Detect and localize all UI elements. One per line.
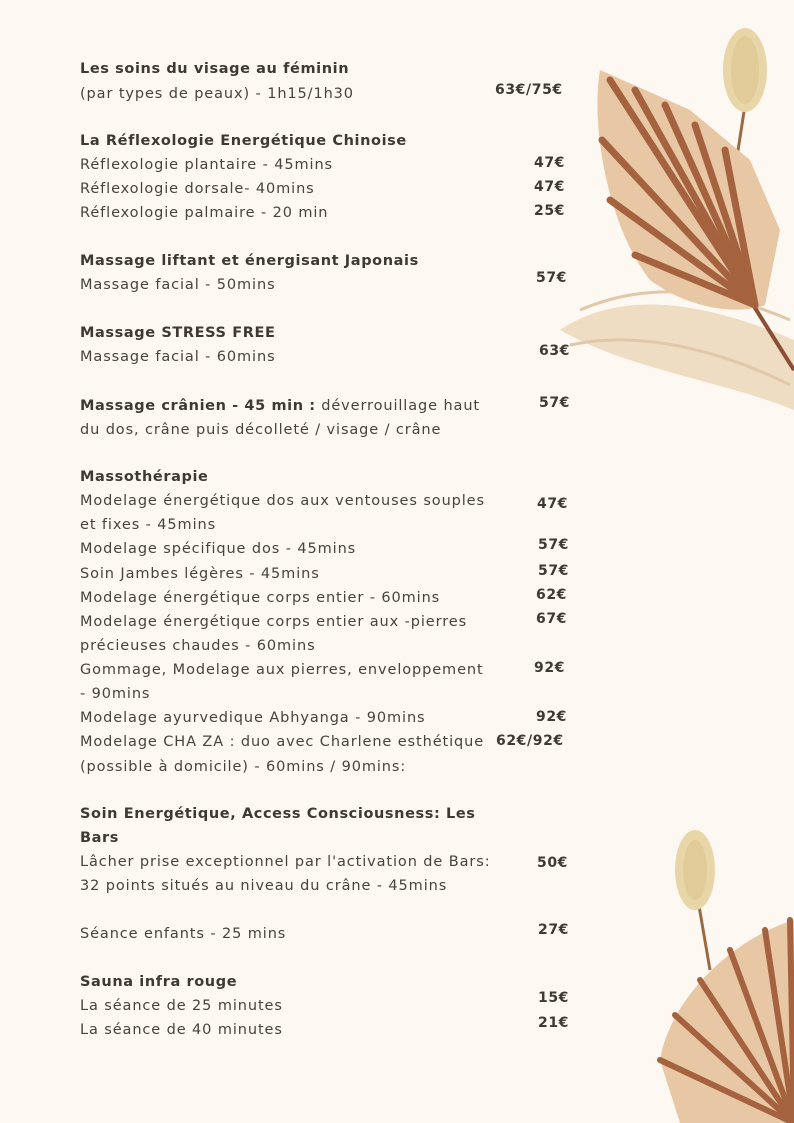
service-line: Massage facial - 50mins (80, 277, 276, 293)
service-line: - 90mins (80, 686, 151, 702)
section-title-stress-free: Massage STRESS FREE (80, 325, 276, 341)
service-price: 67€ (536, 611, 568, 627)
service-line: La séance de 40 minutes (80, 1022, 283, 1038)
service-line: Réflexologie plantaire - 45mins (80, 157, 333, 173)
service-line: Réflexologie dorsale- 40mins (80, 181, 315, 197)
service-line: Modelage énergétique corps entier - 60mins (80, 590, 441, 606)
service-price: 57€ (538, 563, 570, 579)
service-description: déverrouillage haut (315, 398, 481, 414)
section-title-reflexologie: La Réflexologie Energétique Chinoise (80, 133, 407, 149)
service-line-massage-cranien (80, 396, 480, 416)
section-title-massage-japonais: Massage liftant et énergisant Japonais (80, 253, 419, 269)
service-price: 15€ (538, 990, 570, 1006)
service-price: 57€ (538, 537, 570, 553)
service-price: 57€ (539, 395, 571, 411)
dried-palm-leaf-top-illustration (540, 10, 794, 430)
service-price: 57€ (536, 270, 568, 286)
service-line: (par types de peaux) - 1h15/1h30 (80, 86, 354, 102)
service-line: Modelage spécifique dos - 45mins (80, 541, 357, 557)
section-title-access-bars-cont: Bars (80, 830, 120, 846)
section-title-massotherapie: Massothérapie (80, 469, 209, 485)
service-price: 50€ (537, 855, 569, 871)
service-line: Séance enfants - 25 mins (80, 926, 287, 942)
service-line: Massage facial - 60mins (80, 349, 276, 365)
service-price: 47€ (534, 179, 566, 195)
service-price: 92€ (536, 709, 568, 725)
service-line: 32 points situés au niveau du crâne - 45mins (80, 878, 448, 894)
service-line: Gommage, Modelage aux pierres, enveloppement (80, 662, 484, 678)
dried-palm-leaf-bottom-illustration (640, 820, 794, 1123)
service-line: Réflexologie palmaire - 20 min (80, 205, 329, 221)
section-title-massage-cranien: Massage crânien - 45 min : (80, 398, 316, 414)
service-line: Modelage ayurvedique Abhyanga - 90mins (80, 710, 426, 726)
section-title-sauna: Sauna infra rouge (80, 974, 238, 990)
section-title-soins-visage: Les soins du visage au féminin (80, 61, 350, 77)
section-title-access-bars: Soin Energétique, Access Consciousness: Les (80, 806, 476, 822)
service-line: (possible à domicile) - 60mins / 90mins: (80, 759, 407, 775)
service-price: 21€ (538, 1015, 570, 1031)
service-price: 63€/75€ (495, 82, 563, 98)
service-price: 62€ (536, 587, 568, 603)
service-line: Lâcher prise exceptionnel par l'activation de Bars: (80, 854, 491, 870)
service-price: 63€ (539, 343, 571, 359)
service-line: Modelage énergétique dos aux ventouses souples (80, 493, 485, 509)
service-price: 62€/92€ (496, 733, 564, 749)
service-line: La séance de 25 minutes (80, 998, 283, 1014)
service-line: Soin Jambes légères - 45mins (80, 566, 320, 582)
service-price: 27€ (538, 922, 570, 938)
service-line: précieuses chaudes - 60mins (80, 638, 316, 654)
service-line: Modelage CHA ZA : duo avec Charlene esthétique (80, 734, 485, 750)
service-price: 25€ (534, 203, 566, 219)
service-line: Modelage énergétique corps entier aux -pierres (80, 614, 468, 630)
service-price: 47€ (534, 155, 566, 171)
service-line: et fixes - 45mins (80, 517, 217, 533)
service-price: 92€ (534, 660, 566, 676)
service-line: du dos, crâne puis décolleté / visage / crâne (80, 422, 442, 438)
service-price: 47€ (537, 496, 569, 512)
